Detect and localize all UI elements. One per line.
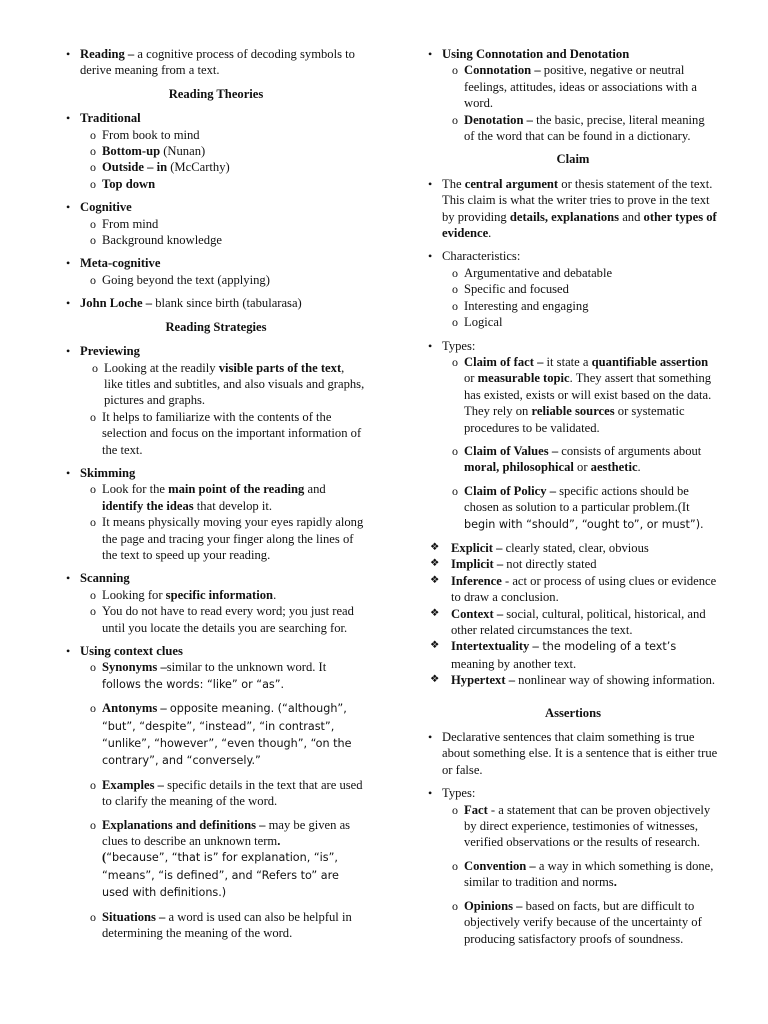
assertions-definition: • Declarative sentences that claim something is true about something else. It is a sentence that is either true or false. [428,730,718,777]
previewing-section: • Previewing o Looking at the readily visible parts of the text, like titles and subtitles, and also visuals and graphs, pictures and graphs. o It helps to familiarize with the contents of the selection and focus on the important information of the text. [66,344,365,457]
bullet-icon: • [428,338,433,353]
circle-bullet-icon: o [90,515,96,530]
list-item: o Logical [452,315,503,330]
bullet-icon: • [428,786,433,801]
bullet-icon: • [66,47,71,61]
list-item: o Outside – in (McCarthy) [90,160,230,175]
circle-bullet-icon: o [90,701,96,716]
circle-bullet-icon: o [452,63,458,78]
claim-definition: • The central argument or thesis statement of the text. This claim is what the writer tries to prove in the text by providing details, explanations and other types of evidence. [428,176,717,241]
list-item: o Fact - a statement that can be proven objectively by direct experience, testimonies of witnesses, verified observations or the results of research. [452,802,711,850]
circle-bullet-icon: o [90,587,96,602]
circle-bullet-icon: o [90,233,96,248]
circle-bullet-icon: o [90,144,96,159]
bullet-icon: • [66,465,71,480]
circle-bullet-icon: o [90,127,96,142]
list-item: ❖ Implicit – not directly stated [430,557,597,572]
diamond-bullet-icon: ❖ [430,674,440,686]
cognitive-section: • Cognitive o From mind o Background knowledge [66,199,366,248]
list-item: ❖ Explicit – clearly stated, clear, obvious [430,540,649,555]
bullet-icon: • [428,47,433,61]
skimming-section: • Skimming o Look for the main point of the reading and identify the ideas that develop it. o It means physically moving your eyes rapidly along the page and tracing your finger along the lines of the text to speed up your reading. [66,465,366,563]
list-item: o Antonyms – opposite meaning. (“although”, “but”, “despite”, “instead”, “in contrast”, “unlike”, “however”, “even though”, “on the contrary”, and “conversely.” [90,701,352,768]
circle-bullet-icon: o [90,176,96,191]
reading-strategies-heading: Reading Strategies [165,319,267,334]
diamond-bullet-icon: ❖ [430,640,440,652]
bullet-icon: • [428,249,433,264]
list-item: o Connotation – positive, negative or neutral feelings, attitudes, ideas or associations with a word. [452,63,697,111]
list-item: o Interesting and engaging [452,298,589,313]
list-item: o Situations – a word is used can also be helpful in determining the meaning of the word. [90,909,352,941]
circle-bullet-icon: o [452,354,458,369]
diamond-bullet-icon: ❖ [430,574,440,586]
claim-types-section: • Types: o Claim of fact – it state a quantifiable assertion or measurable topic. They assert that something has existed, exists or will exist based on the data. They rely on reliable sources or systematic procedures to be validated. o Claim of Values – consists of arguments about moral, philosophical or aesthetic. o Claim of Policy – specific actions should be chosen as solution to a particular problem.(It begin with “should”, “ought to”, or must”). [428,338,718,533]
circle-bullet-icon: o [452,898,458,913]
diamond-list [428,540,718,689]
circle-bullet-icon: o [90,482,96,497]
list-item: o Look for the main point of the reading and identify the ideas that develop it. [90,482,326,513]
list-item: o Denotation – the basic, precise, literal meaning of the word that can be found in a dictionary. [452,112,705,144]
characteristics-section: • Characteristics: o Argumentative and debatable o Specific and focused o Interesting and engaging o Logical [428,248,718,330]
circle-bullet-icon: o [452,112,458,127]
list-item: ❖ Context – social, cultural, political, historical, and other related circumstances the text. [430,606,706,637]
list-item: o Claim of Policy – specific actions should be chosen as solution to a particular problem.(It begin with “should”, “ought to”, or must”). [452,483,704,531]
circle-bullet-icon: o [452,858,458,873]
list-item: o Examples – specific details in the text that are used to clarify the meaning of the word. [90,777,363,809]
circle-bullet-icon: o [452,483,458,498]
list-item: o Bottom-up (Nunan) [90,144,206,159]
list-item: o Explanations and definitions – may be given as clues to describe an unknown term. (“because”, “that is” for explanation, “is”, “means”, “is defined”, and “Refers to” are used with definitions.) [90,817,351,900]
list-item: o Convention – a way in which something is done, similar to tradition and norms. [452,858,714,890]
list-item: o Claim of fact – it state a quantifiable assertion or measurable topic. They assert that something has existed, exists or will exist based on the data. They rely on reliable sources or systematic procedures to be validated. [452,354,712,435]
diamond-bullet-icon: ❖ [430,558,440,570]
bullet-icon: • [66,111,71,126]
list-item: o It helps to familiarize with the contents of the selection and focus on the important information of the text. [90,409,362,457]
left-column [66,46,366,949]
diamond-bullet-icon: ❖ [430,541,440,553]
bullet-icon: • [66,644,71,658]
metacognitive-section: • Meta-cognitive o Going beyond the text (applying) [66,255,366,288]
list-item: o Synonyms –similar to the unknown word. It follows the words: “like” or “as”. [90,660,327,691]
john-loche-item: • John Loche – blank since birth (tabularasa) [66,296,302,311]
list-item: o You do not have to read every word; you just read until you locate the details you are searching for. [90,604,354,635]
circle-bullet-icon: o [90,777,96,792]
bullet-icon: • [66,344,71,359]
list-item: ❖ Hypertext – nonlinear way of showing information. [430,673,716,688]
circle-bullet-icon: o [90,272,96,287]
list-item: o Looking at the readily visible parts of the text, like titles and subtitles, and also visuals and graphs, pictures and graphs. [92,360,365,408]
circle-bullet-icon: o [452,265,458,280]
bullet-icon: • [66,200,71,215]
list-item: o Background knowledge [90,233,222,248]
circle-bullet-icon: o [90,817,96,832]
circle-bullet-icon: o [90,660,96,675]
traditional-section: • Traditional o From book to mind o Bottom-up (Nunan) o Outside – in (McCarthy) o Top down [66,110,366,192]
bullet-icon: • [66,256,71,271]
list-item: ❖ Intertextuality – the modeling of a text’s meaning by another text. [430,639,677,671]
circle-bullet-icon: o [90,216,96,231]
list-item: o From mind [90,216,159,231]
right-column [428,46,718,954]
scanning-section: • Scanning o Looking for specific information. o You do not have to read every word; you just read until you locate the details you are searching for. [66,570,366,636]
bullet-icon: • [66,571,71,586]
circle-bullet-icon: o [452,282,458,297]
circle-bullet-icon: o [90,409,96,424]
reading-theories-heading: Reading Theories [168,86,264,101]
circle-bullet-icon: o [452,443,458,458]
bullet-icon: • [66,296,71,311]
circle-bullet-icon: o [452,315,458,330]
list-item: o Looking for specific information. [90,587,277,602]
circle-bullet-icon: o [90,160,96,175]
list-item: o Claim of Values – consists of arguments about moral, philosophical or aesthetic. [452,443,702,475]
list-item: o Going beyond the text (applying) [90,272,270,287]
assertions-heading: Assertions [545,705,601,720]
list-item: o Argumentative and debatable [452,265,613,280]
diamond-bullet-icon: ❖ [430,607,440,619]
assertion-types-section: • Types: o Fact - a statement that can be proven objectively by direct experience, testimonies of witnesses, verified observations or the results of research. o Convention – a way in which something is done, similar to tradition and norms. o Opinions – based on facts, but are difficult to objectively verify because of the uncertainty of producing satisfactory proofs of soundness. [428,785,718,947]
list-item: o From book to mind [90,127,200,142]
list-item: o It means physically moving your eyes rapidly along the page and tracing your finger along the lines of the text to speed up your reading. [90,515,364,562]
connotation-denotation-section: • Using Connotation and Denotation o Connotation – positive, negative or neutral feelings, attitudes, ideas or associations with a word. o Denotation – the basic, precise, literal meaning of the word that can be found in a dictionary. [428,46,718,144]
bullet-icon: • [428,176,433,191]
circle-bullet-icon: o [452,802,458,817]
circle-bullet-icon: o [90,604,96,619]
reading-definition: • Reading – a cognitive process of decoding symbols to derive meaning from a text. [66,47,355,78]
bullet-icon: • [428,730,433,745]
circle-bullet-icon: o [452,298,458,313]
circle-bullet-icon: o [92,360,98,375]
list-item: o Top down [90,176,156,191]
list-item: o Opinions – based on facts, but are difficult to objectively verify because of the uncertainty of producing satisfactory proofs of soundness. [452,898,702,946]
list-item: o Specific and focused [452,282,569,297]
context-clues-section: • Using context clues o Synonyms –similar to the unknown word. It follows the words: “like” or “as”. o Antonyms – opposite meaning. (“although”, “but”, “despite”, “instead”, “in contrast”, “unlike”, “however”, “even though”, “on the contrary”, and “conversely.” o Examples – specific details in the text that are used to clarify the meaning of the word. o Explanations and definitions – may be given as clues to describe an unknown term. (“because”, “that is” for explanation, “is”, “means”, “is defined”, and “Refers to” are used with definitions.) o Situations – a word is used can also be helpful in determining the meaning of the word. [66,643,366,942]
list-item: ❖ Inference - act or process of using clues or evidence to draw a conclusion. [430,573,717,605]
circle-bullet-icon: o [90,909,96,924]
claim-heading: Claim [556,152,590,167]
